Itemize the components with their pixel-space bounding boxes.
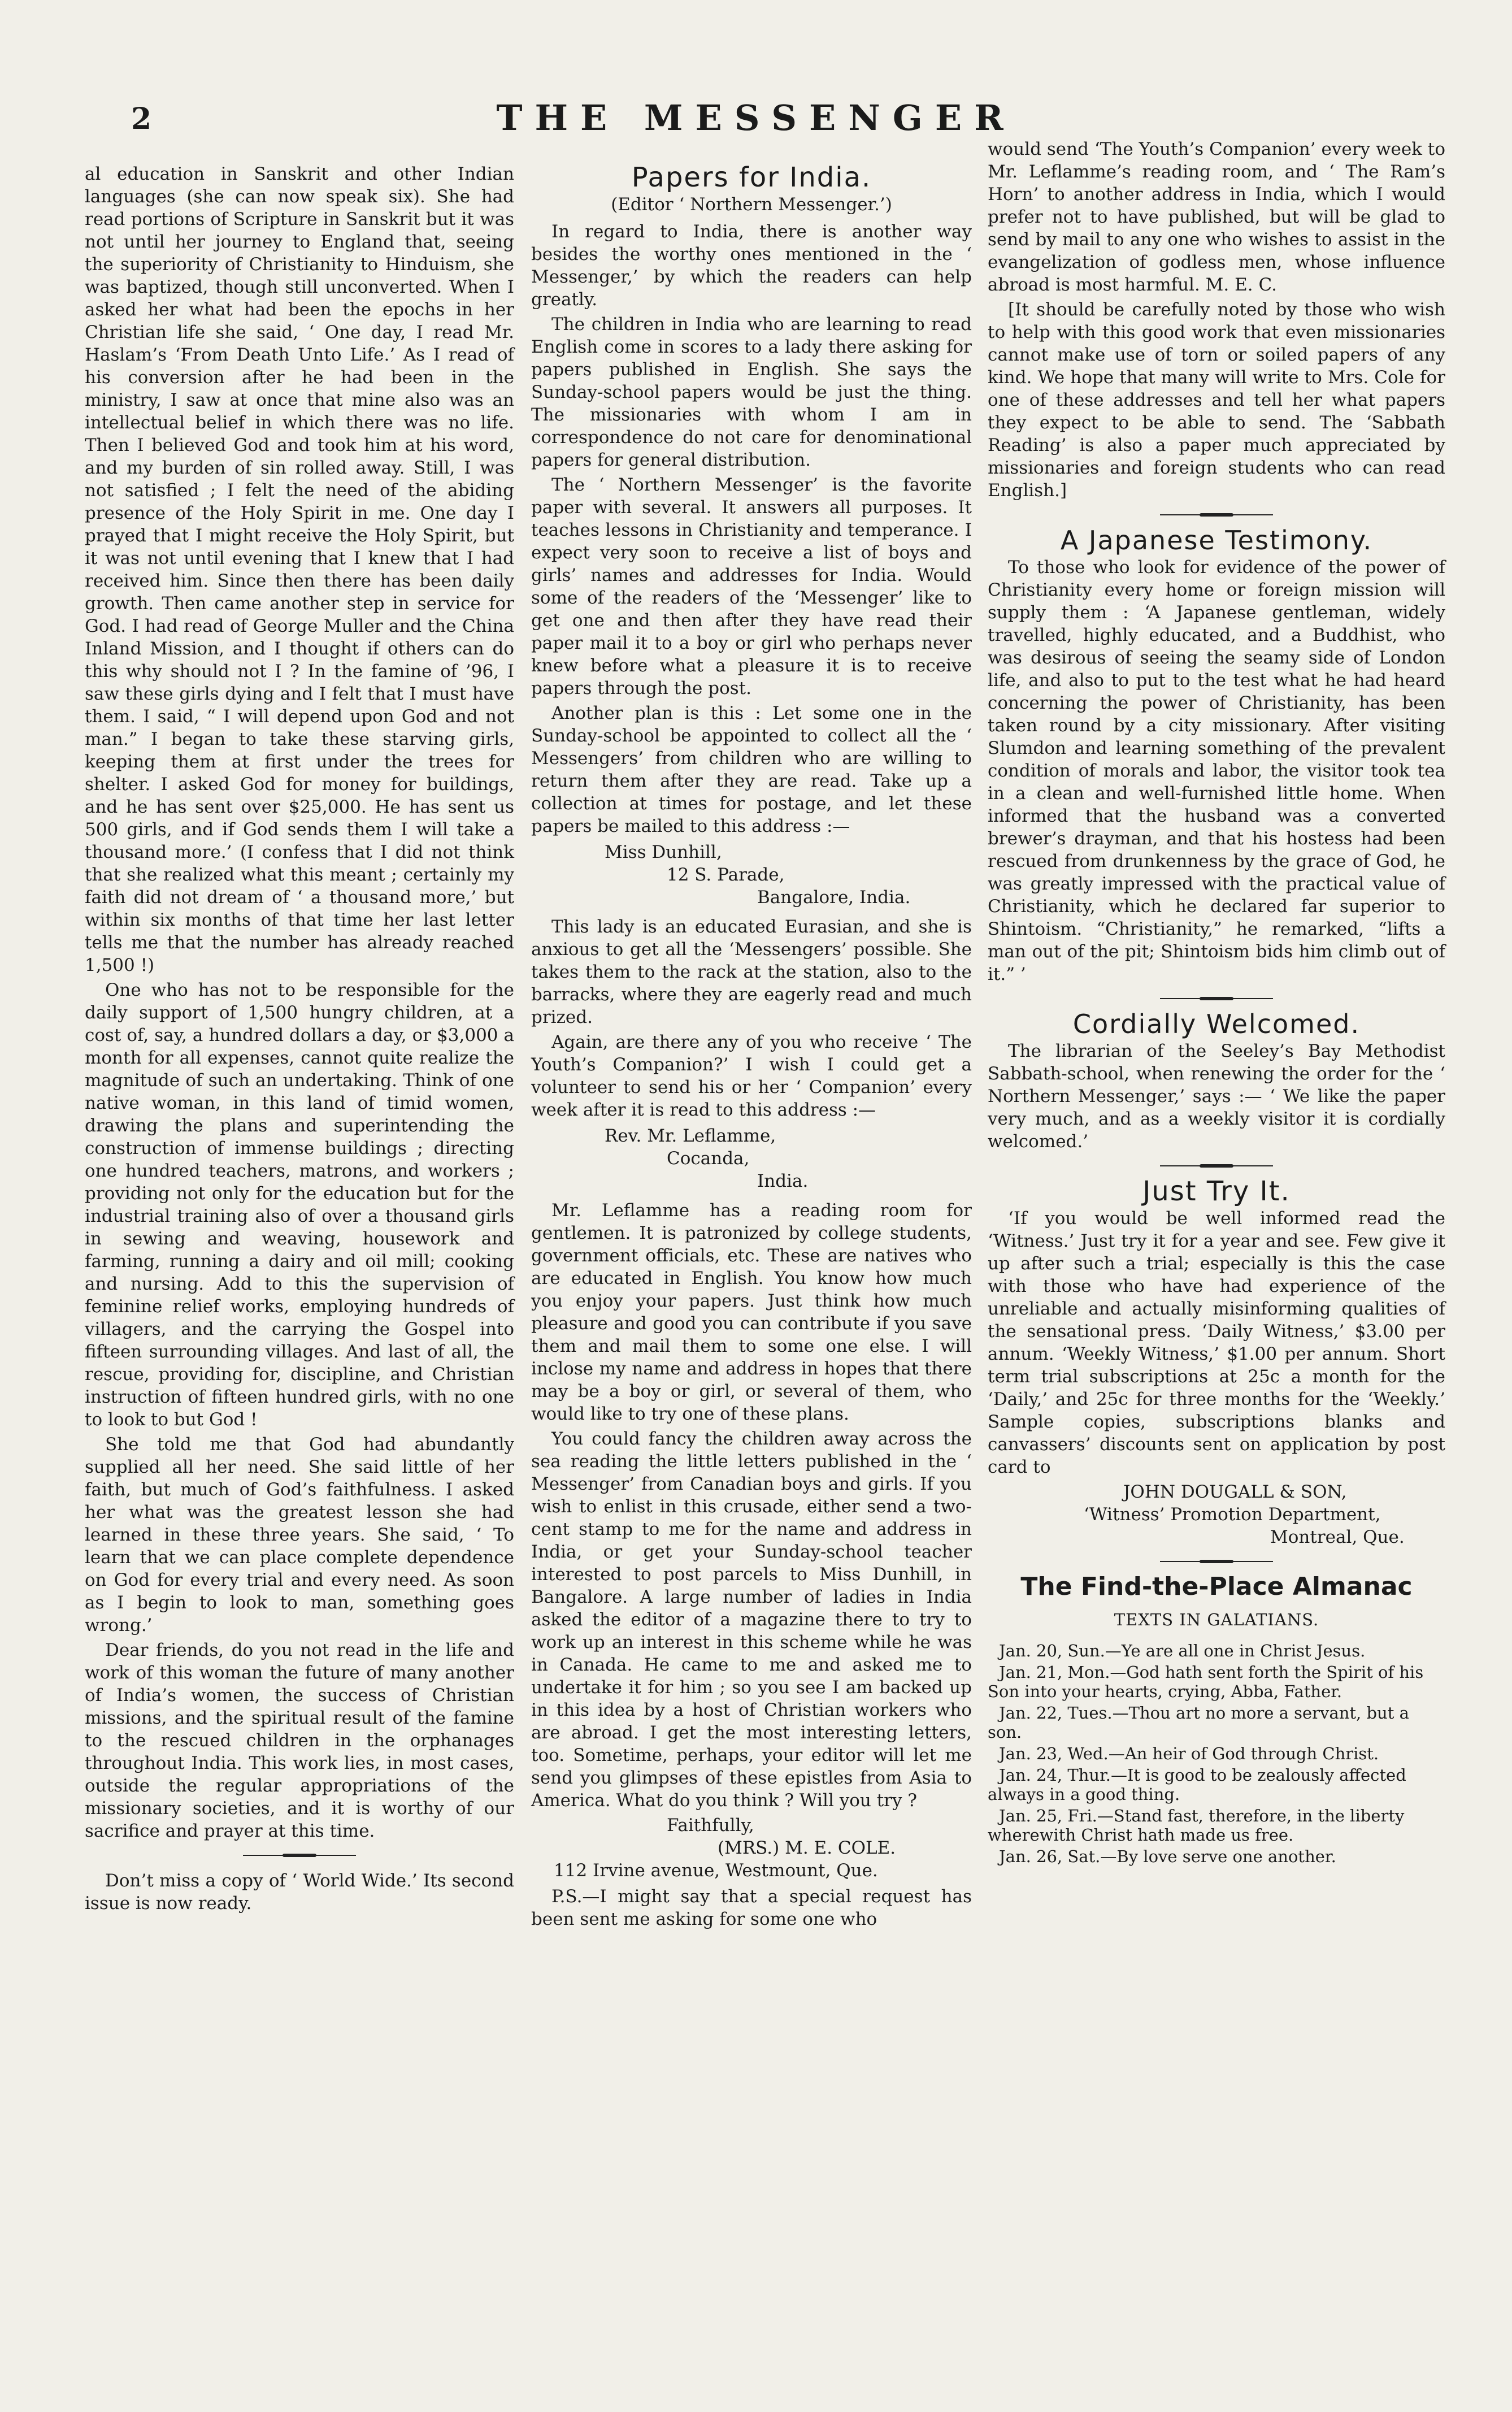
address-line: India.: [757, 1171, 809, 1191]
article-paragraph: al education in Sanskrit and other Indian languages (she can now speak six). She had read portions of Scripture in Sanskrit but it was not until her journey to England that, seeing the superiority of Christianity to Hinduism, she was baptized, though still unconverted. When I asked her what had been the epochs in her Christian life she said, ‘ One day, I read Mr. Haslam’s ‘From Death Unto Life.’ As I read of his conversion after he had been in the ministry, I saw at once that mine also was an intellectual belief in which there was no life. Then I believed God and took him at his word, and my burden of sin rolled away. Still, I was not satisfied ; I felt the need of the abiding presence of the Holy Spirit in me. One day I prayed that I might receive the Holy Spirit, but it was not until evening that I knew that I had received him. Since then there has been daily growth. Then came another step in service for God. I had read of George Muller and the China Inland Mission, and I thought if others can do this why should not I ? In the famine of ’96, I saw these girls dying and I felt that I must have them. I said, “ I will depend upon God and not man.” I began to take these starving girls, keeping them at first under the trees for shelter. I asked God for money for buildings, and he has sent over $25,000. He has sent us 500 girls, and if God sends them I will take a thousand more.’ (I confess that I did not think that she realized what this meant ; certainly my faith did not dream of ‘ a thousand more,’ but within six months of that time her last letter tells me that the number has already reached 1,500 !): [85, 164, 514, 975]
article-heading-japanese-testimony: A Japanese Testimony.: [1060, 525, 1373, 556]
address-line: 12 S. Parade,: [667, 865, 785, 885]
editor-note: [It should be carefully noted by those who wish to help with this good work that even missionaries cannot make use of torn or soiled papers of any kind. We hope that many will write to Mrs. Cole for one of these addresses and tell her what papers they expect to be able to send. The ‘Sabbath Reading’ is also a paper much appreciated by missionaries and foreign students who can read English.]: [988, 300, 1445, 501]
signature-line: JOHN DOUGALL & SON,: [1123, 1482, 1347, 1502]
world-wide-notice: Don’t miss a copy of ‘ World Wide.’ Its second issue is now ready.: [85, 1871, 514, 1914]
section-divider: [1160, 1164, 1273, 1168]
almanac-subheading: TEXTS IN GALATIANS.: [1114, 1610, 1319, 1629]
column-1: [85, 163, 514, 1917]
postscript: P.S.—I might say that a special request has been sent me asking for some one who: [531, 1886, 972, 1929]
address-line: Miss Dunhill,: [605, 842, 722, 862]
signature-line: ‘Witness’ Promotion Department,: [1084, 1504, 1381, 1525]
signature-block: [531, 1814, 972, 1882]
signature-line: Montreal, Que.: [1270, 1527, 1405, 1547]
article-paragraph: Another plan is this : Let some one in the Sunday-school be appointed to collect all the ‘ Messengers’ from children who are willing to return them after they are read. Take up a collection at times for postage, and let these papers be mailed to this address :—: [531, 703, 972, 836]
masthead-title: THE MESSENGER: [496, 97, 1016, 138]
page-number: 2: [131, 102, 152, 136]
almanac-entry: Jan. 25, Fri.—Stand fast, therefore, in the liberty wherewith Christ hath made us free.: [988, 1806, 1405, 1845]
almanac-entry: Jan. 22, Tues.—Thou art no more a servant, but a son.: [988, 1703, 1409, 1742]
column-3: [988, 138, 1445, 1868]
article-heading-papers-for-india: Papers for India.: [631, 162, 872, 193]
article-paragraph: ‘If you would be well informed read the ‘Witness.’ Just try it for a year and see. Few give it up after such a trial; especially is this the case with those who have had experience of the unreliable and actually misinforming qualities of the sensational press. ‘Daily Witness,’ $3.00 per annum. ‘Weekly Witness,’ $1.00 per annum. Short term trial subscriptions at 25c a month for the ‘Daily,’ and 25c for three months for the ‘Weekly.’ Sample copies, subscriptions blanks and canvassers’ discounts sent on application by post card to: [988, 1208, 1445, 1477]
article-paragraph: To those who look for evidence of the power of Christianity every home or foreign mission will supply them : ‘A Japanese gentleman, widely travelled, highly educated, and a Buddhist, who was desirous of seeing the seamy side of London life, and also to put to the test what he had heard concerning the power of Christianity, has been taken round by a city missionary. After visiting Slumdon and learning something of the prevalent condition of morals and labor, the visitor took tea in a clean and well-furnished little home. When informed that the husband was a converted brewer’s drayman, and that his hostess had been rescued from drunkenness by the grace of God, he was greatly impressed with the practical value of Christianity, which he declared far superior to Shintoism. “Christianity,” he remarked, “lifts a man out of the pit; Shintoism bids him climb out of it.” ’: [988, 557, 1445, 984]
almanac-entry: Jan. 26, Sat.—By love serve one another.: [999, 1847, 1336, 1866]
column-2: [531, 164, 972, 1933]
article-paragraph: In regard to India, there is another way besides the worthy ones mentioned in the ‘ Messenger,’ by which the readers can help greatly.: [531, 222, 972, 310]
article-heading-just-try-it: Just Try It.: [1142, 1175, 1291, 1207]
section-divider: [1160, 997, 1273, 1000]
section-divider: [243, 1854, 356, 1857]
article-paragraph: The librarian of the Seeley’s Bay Methodist Sabbath-school, when renewing the order for the ‘ Northern Messenger,’ says :— ‘ We like the paper very much, and as a weekly visitor it is cordially welcomed.’: [988, 1041, 1445, 1152]
address-block-dunhill: [531, 841, 972, 909]
address-line: Rev. Mr. Leflamme,: [605, 1126, 776, 1146]
almanac-list: [988, 1641, 1445, 1866]
article-paragraph: This lady is an educated Eurasian, and she is anxious to get all the ‘Messengers’ possible. She takes them to the rack at the station, also to the barracks, where they are eagerly read and much prized.: [531, 917, 972, 1027]
signature-line: (MRS.) M. E. COLE.: [718, 1838, 896, 1858]
signature-block: [988, 1481, 1445, 1548]
article-paragraph: Dear friends, do you not read in the life and work of this woman the future of many another of India’s women, the success of Christian missions, and the spiritual result of the famine to the rescued children in the orphanages throughout India. This work lies, in most cases, outside the regular appropriations of the missionary societies, and it is worthy of our sacrifice and prayer at this time.: [85, 1640, 514, 1841]
address-block-leflamme: [531, 1125, 972, 1192]
article-subheading: (Editor ‘ Northern Messenger.’): [611, 194, 892, 215]
article-paragraph: One who has not to be responsible for the daily support of 1,500 hungry children, at a cost of, say, a hundred dollars a day, or $3,000 a month for all expenses, cannot quite realize the magnitude of such an undertaking. Think of one native woman, in this land of timid women, drawing the plans and superintending the construction of immense buildings ; directing one hundred teachers, matrons, and workers ; providing not only for the education but for the industrial training also of over a thousand girls in sewing and weaving, housework and farming, running a dairy and oil mill; cooking and nursing. Add to this the supervision of feminine relief works, employing hundreds of villagers, and the carrying the Gospel into fifteen surrounding villages. And last of all, the rescue, providing for, discipline, and Christian instruction of fifteen hundred girls, with no one to look to but God !: [85, 980, 514, 1430]
almanac-entry: Jan. 21, Mon.—God hath sent forth the Spirit of his Son into your hearts, crying, Abba, Father.: [988, 1663, 1424, 1701]
article-paragraph: She told me that God had abundantly supplied all her need. She said little of her faith, but much of God’s faithfulness. I asked her what was the greatest lesson she had learned in these three years. She said, ‘ To learn that we can place complete dependence on God for every trial and every need. As soon as I begin to look to man, something goes wrong.’: [85, 1434, 514, 1636]
section-divider: [1160, 1560, 1273, 1563]
article-paragraph: You could fancy the children away across the sea reading the little letters published in the ‘ Messenger’ from Canadian boys and girls. If you wish to enlist in this crusade, either send a two-cent stamp to me for the name and address in India, or get your Sunday-school teacher interested to post parcels to Miss Dunhill, in Bangalore. A large number of ladies in India asked the editor of a magazine there to try to work up an interest in this scheme while he was in Canada. He came to me and asked me to undertake it for him ; so you see I am backed up in this idea by a host of Christian workers who are abroad. I get the most interesting letters, too. Sometime, perhaps, your editor will let me send you glimpses of these epistles from Asia to America. What do you think ? Will you try ?: [531, 1429, 972, 1811]
address-line: Bangalore, India.: [757, 887, 911, 908]
address-line: Cocanda,: [667, 1148, 750, 1169]
article-paragraph: The children in India who are learning to read English come in scores to a lady there asking for papers published in English. She says the Sunday-school papers would be just the thing. The missionaries with whom I am in correspondence do not care for denominational papers for general distribution.: [531, 314, 972, 470]
almanac-entry: Jan. 24, Thur.—It is good to be zealously affected always in a good thing.: [988, 1765, 1406, 1804]
article-paragraph: Again, are there any of you who receive ‘ The Youth’s Companion?’ I wish I could get a volunteer to send his or her ‘ Companion’ every week after it is read to this address :—: [531, 1032, 972, 1120]
article-paragraph: The ‘ Northern Messenger’ is the favorite paper with several. It answers all purposes. It teaches lessons in Christianity and temperance. I expect very soon to receive a list of boys and girls’ names and addresses for India. Would some of the readers of the ‘Messenger’ like to get one and then after they have read their paper mail it to a boy or girl who perhaps never knew before what a pleasure it is to receive papers through the post.: [531, 475, 972, 699]
article-paragraph: would send ‘The Youth’s Companion’ every week to Mr. Leflamme’s reading room, and ‘ The Ram’s Horn’ to another address in India, which I would prefer not to have published, but will be glad to send by mail to any one who wishes to assist in the evangelization of godless men, whose influence abroad is most harmful. M. E. C.: [988, 139, 1445, 295]
article-heading-almanac: The Find-the-Place Almanac: [1020, 1572, 1413, 1601]
article-heading-cordially-welcomed: Cordially Welcomed.: [1072, 1009, 1361, 1039]
almanac-entry: Jan. 20, Sun.—Ye are all one in Christ Jesus.: [999, 1641, 1366, 1660]
article-paragraph: Mr. Leflamme has a reading room for gentlemen. It is patronized by college students, government officials, etc. These are natives who are educated in English. You know how much you enjoy your papers. Just think how much pleasure and good you can contribute if you save them and mail them to some one else. I will inclose my name and address in hopes that there may be a boy or girl, or several of them, who would like to try one of these plans.: [531, 1200, 972, 1424]
signature-line: Faithfully,: [667, 1815, 754, 1836]
almanac-entry: Jan. 23, Wed.—An heir of God through Christ.: [999, 1744, 1379, 1763]
section-divider: [1160, 513, 1273, 517]
signature-line: 112 Irvine avenue, Westmount, Que.: [554, 1860, 878, 1881]
